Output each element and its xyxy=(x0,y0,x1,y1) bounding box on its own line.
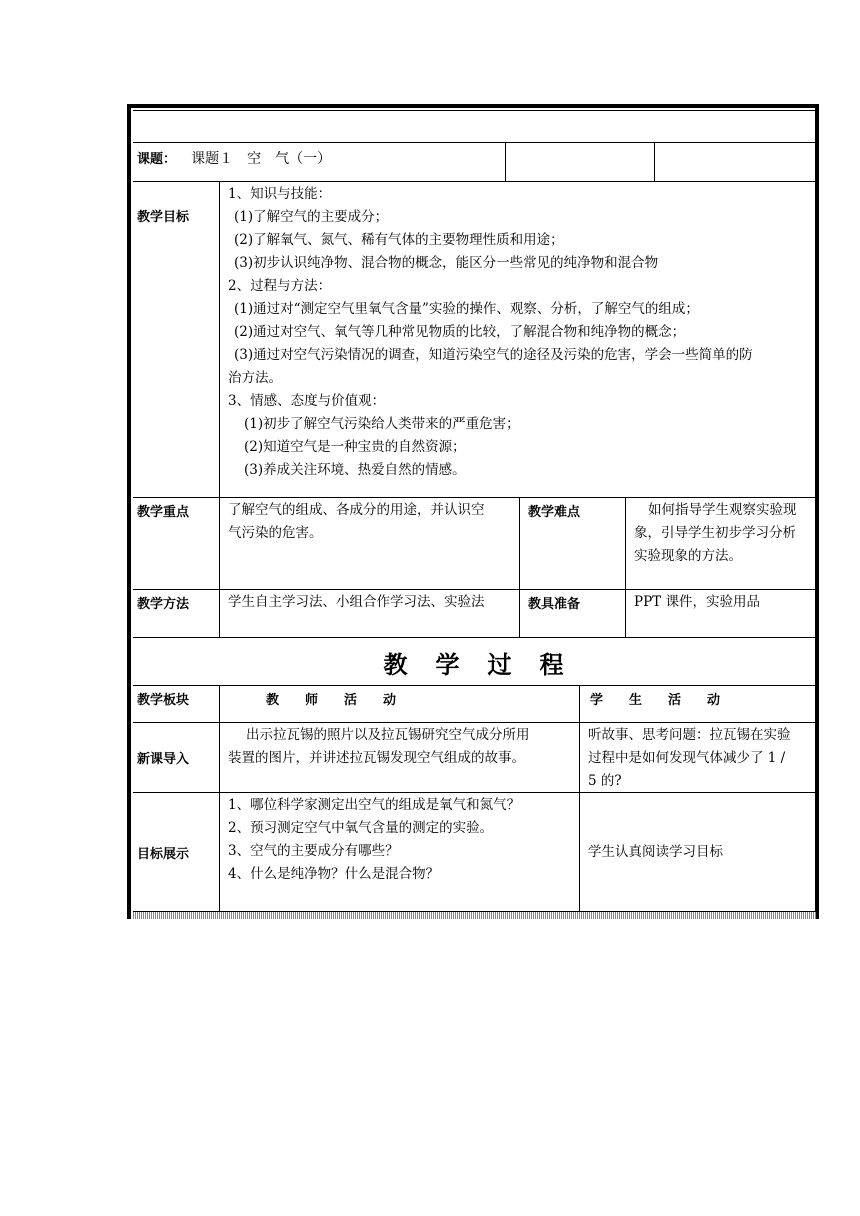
intro-teacher-line: 装置的图片，并讲述拉瓦锡发现空气组成的故事。 xyxy=(228,750,525,766)
goals-label: 目标展示 xyxy=(137,847,190,862)
objective-line: 治方法。 xyxy=(228,370,282,386)
goals-student: 学生认真阅读学习目标 xyxy=(588,844,723,860)
objective-line: (2)通过对空气、氧气等几种常见物质的比较，了解混合物和纯净物的概念； xyxy=(234,324,686,340)
goal-line: 1、哪位科学家测定出空气的组成是氧气和氮气？ xyxy=(228,797,521,813)
process-title: 教 学 过 程 xyxy=(383,651,566,679)
objective-line: 2、过程与方法： xyxy=(228,278,332,294)
goals-row xyxy=(133,792,816,912)
objective-line: (2)了解氧气、氮气、稀有气体的主要物理性质和用途； xyxy=(234,232,564,248)
goal-line: 2、预习测定空气中氧气含量的测定的实验。 xyxy=(228,820,494,836)
objectives-content xyxy=(219,182,816,497)
methods-row xyxy=(133,589,816,637)
key-points-label: 教学重点 xyxy=(137,505,190,520)
intro-student xyxy=(579,723,816,792)
topic-label: 课题： xyxy=(137,152,177,167)
topic-blank-1 xyxy=(505,143,655,181)
intro-label: 新课导入 xyxy=(137,752,190,767)
objectives-label: 教学目标 xyxy=(137,210,190,225)
goal-line: 4、什么是纯净物？什么是混合物？ xyxy=(228,866,440,882)
difficulty-content xyxy=(625,498,816,589)
intro-teacher xyxy=(219,723,579,792)
objective-line: 1、知识与技能： xyxy=(228,186,332,202)
difficulty-line: 实验现象的方法。 xyxy=(634,548,742,564)
key-point-line: 气污染的危害。 xyxy=(228,525,323,541)
goal-line: 3、空气的主要成分有哪些？ xyxy=(228,843,399,859)
page-cut-edge xyxy=(133,911,816,919)
objective-line: (3)通过对空气污染情况的调查，知道污染空气的途径及污染的危害，学会一些简单的防 xyxy=(234,347,753,363)
objective-line: 3、情感、态度与价值观： xyxy=(228,393,386,409)
intro-student-line: 5 的? xyxy=(588,773,622,789)
methods-label: 教学方法 xyxy=(137,597,190,612)
process-title-row xyxy=(133,637,816,685)
tools-value: PPT 课件，实验用品 xyxy=(634,594,760,610)
difficulty-label: 教学难点 xyxy=(528,505,581,520)
intro-teacher-line: 出示拉瓦锡的照片以及拉瓦锡研究空气成分所用 xyxy=(246,727,530,743)
intro-student-line: 过程中是如何发现气体减少了 1 / xyxy=(588,750,786,766)
methods-value: 学生自主学习法、小组合作学习法、实验法 xyxy=(228,594,485,610)
col-student-header: 学 生 活 动 xyxy=(590,693,721,708)
objective-line: (3)初步认识纯净物、混合物的概念，能区分一些常见的纯净物和混合物 xyxy=(234,255,659,271)
blank-row xyxy=(133,110,816,142)
objectives-row xyxy=(133,181,816,497)
goals-teacher xyxy=(219,793,579,912)
objective-line: (2)知道空气是一种宝贵的自然资源； xyxy=(244,439,466,455)
col-module-header: 教学板块 xyxy=(137,693,190,708)
objective-line: (1)通过对“测定空气里氧气含量”实验的操作、观察、分析，了解空气的组成； xyxy=(234,301,699,317)
col-teacher-header: 教 师 活 动 xyxy=(266,693,397,708)
objective-line: (1)了解空气的主要成分； xyxy=(234,209,389,225)
topic-blank-2 xyxy=(654,143,816,181)
tools-label: 教具准备 xyxy=(528,597,581,612)
process-header-row xyxy=(133,685,816,722)
key-points-row xyxy=(133,497,816,589)
intro-row xyxy=(133,722,816,792)
difficulty-line: 如何指导学生观察实验现 xyxy=(648,502,797,518)
objective-line: (1)初步了解空气污染给人类带来的严重危害； xyxy=(244,416,520,432)
key-points-content xyxy=(219,498,519,589)
topic-row xyxy=(133,142,816,181)
key-point-line: 了解空气的组成、各成分的用途，并认识空 xyxy=(228,502,485,518)
difficulty-line: 象，引导学生初步学习分析 xyxy=(634,525,796,541)
objective-line: (3)养成关注环境、热爱自然的情感。 xyxy=(244,462,466,478)
intro-student-line: 听故事、思考问题：拉瓦锡在实验 xyxy=(588,727,791,743)
topic-value: 课题１ 空 气（一） xyxy=(191,151,332,167)
